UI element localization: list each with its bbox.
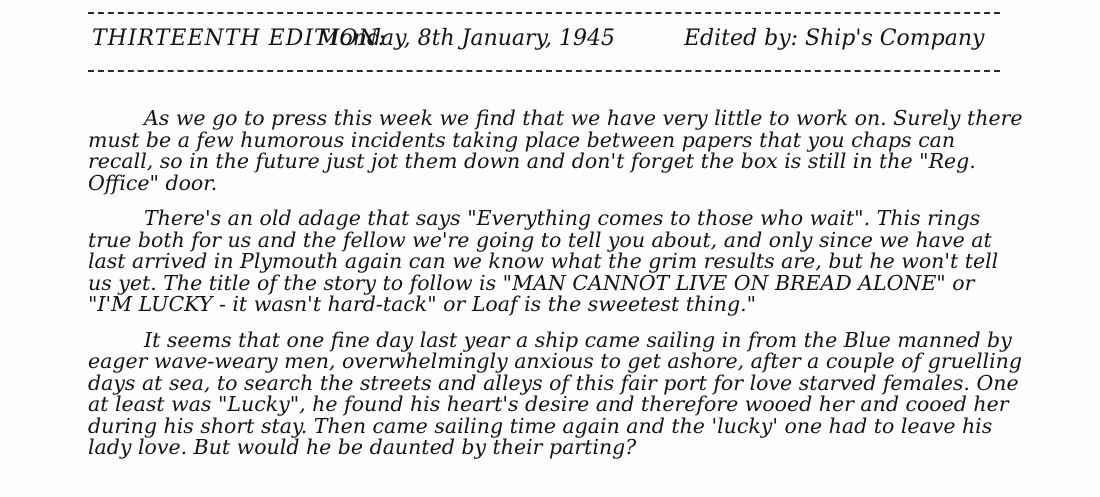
issue-date: Monday, 8th January, 1945 [317,26,616,51]
article-body [88,108,1023,459]
paragraph-intro: As we go to press this week we find that we have very little to work on. Surely there must be a few humorous incidents taking place between papers that you chaps can recall, so in the future just jot them down and don't forget the box is still in the "Reg. Office" door. [88,106,1023,195]
masthead [92,22,992,56]
top-dashed-rule [88,12,1000,14]
paragraph-story: It seems that one fine day last year a ship came sailing in from the Blue manned by eager wave-weary men, overwhelmingly anxious to get ashore, after a couple of gruelling days at sea, to search the streets and alleys of this fair port for love starved females. One at least was "Lucky", he found his heart's desire and therefore wooed her and cooed her during his short stay. Then came sailing time again and the 'lucky' one had to leave his lady love. But would he be daunted by their parting? [88,327,1022,459]
paragraph-adage: There's an old adage that says "Everything comes to those who wait". This rings true both for us and the fellow we're going to tell you about, and only since we have at last arrived in Plymouth again can we know what the grim results are, but he won't tell us yet. The title of the story to follow is "MAN CANNOT LIVE ON BREAD ALONE" or "I'M LUCKY - it wasn't hard-tack" or Loaf is the sweetest thing." [88,206,999,316]
editor-credit: Edited by: Ship's Company [684,26,985,51]
edition-label: THIRTEENTH EDITION: [92,26,387,51]
bottom-dashed-rule [88,70,1000,72]
